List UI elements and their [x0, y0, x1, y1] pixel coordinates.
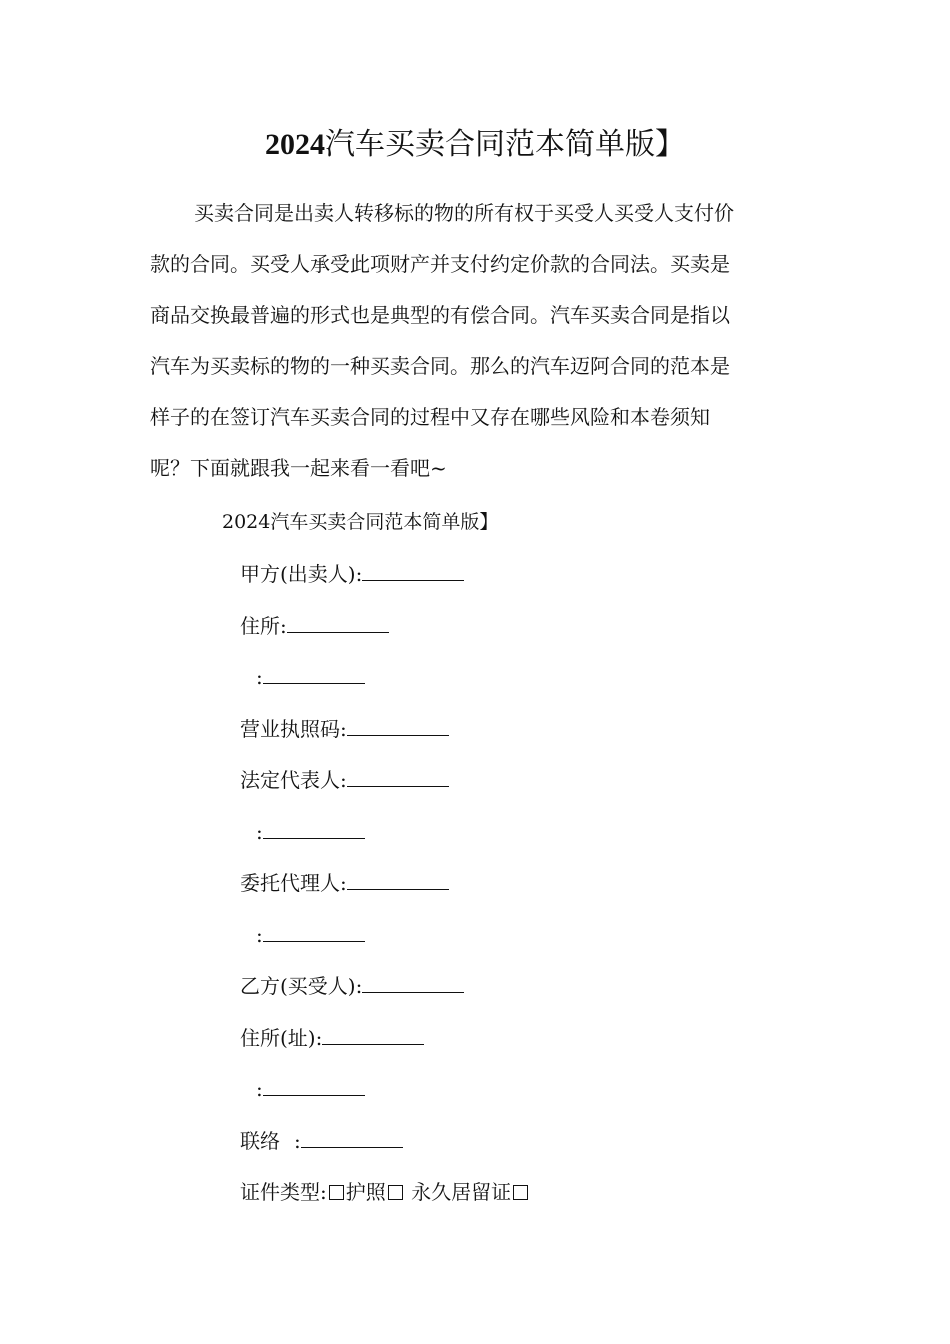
field-label: 证件类型:	[240, 1180, 327, 1204]
fill-blank[interactable]	[263, 1069, 365, 1096]
intro-line: 汽车为买卖标的物的一种买卖合同。那么的汽车迈阿合同的范本是	[150, 354, 730, 378]
fill-blank[interactable]	[287, 606, 389, 633]
checkbox-icon[interactable]	[388, 1185, 403, 1200]
fill-blank[interactable]	[362, 966, 464, 993]
field-label-suffix: :	[294, 1128, 301, 1153]
fill-blank[interactable]	[301, 1121, 403, 1148]
fill-blank[interactable]	[347, 863, 449, 890]
intro-line: 款的合同。买受人承受此项财产并支付约定价款的合同法。买卖是	[150, 252, 730, 276]
fill-blank[interactable]	[263, 812, 365, 839]
field-label: 营业执照码:	[240, 716, 347, 741]
field-legal-rep-contact	[240, 810, 530, 862]
checkbox-icon[interactable]	[329, 1185, 344, 1200]
fill-blank[interactable]	[347, 709, 449, 736]
field-buyer-address	[240, 1016, 530, 1068]
fill-blank[interactable]	[347, 760, 449, 787]
field-agent	[240, 861, 530, 913]
field-label: 法定代表人:	[240, 768, 347, 792]
field-label: :	[256, 819, 263, 844]
field-buyer-contact	[240, 1067, 530, 1119]
intro-line: 买卖合同是出卖人转移标的物的所有权于买受人买受人支付价	[194, 201, 734, 225]
field-agent-contact	[240, 913, 530, 965]
field-id-type	[240, 1170, 530, 1222]
field-label: 委托代理人:	[240, 871, 347, 895]
document-title	[0, 120, 950, 170]
field-seller-contact	[240, 655, 530, 707]
field-buyer	[240, 964, 530, 1016]
field-label: :	[256, 922, 263, 947]
fill-blank[interactable]	[322, 1018, 424, 1045]
intro-line: 呢？下面就跟我一起来看一看吧~	[150, 456, 447, 480]
intro-paragraph	[150, 188, 810, 494]
option-label: 永久居留证	[411, 1180, 512, 1204]
intro-line: 样子的在签订汽车买卖合同的过程中又存在哪些风险和本卷须知	[150, 405, 710, 429]
field-label: 乙方(买受人):	[240, 974, 363, 998]
party-fields	[240, 552, 530, 1222]
fill-blank[interactable]	[263, 915, 365, 942]
fill-blank[interactable]	[263, 657, 365, 684]
title-text: 汽车买卖合同范本简单版】	[325, 127, 685, 162]
field-legal-rep	[240, 758, 530, 810]
field-label: 住所:	[240, 613, 287, 638]
field-label: :	[256, 1077, 263, 1101]
field-label: 住所(址):	[240, 1025, 323, 1050]
field-business-license	[240, 707, 530, 759]
fill-blank[interactable]	[362, 554, 464, 581]
field-label: 甲方(出卖人):	[240, 562, 363, 586]
field-liaison	[240, 1119, 530, 1171]
option-label: 护照	[345, 1180, 386, 1204]
title-year: 2024	[265, 128, 325, 161]
field-seller	[240, 552, 530, 604]
checkbox-icon[interactable]	[513, 1185, 528, 1200]
field-seller-address	[240, 604, 530, 656]
field-label: 联络	[240, 1128, 280, 1153]
intro-line: 商品交换最普遍的形式也是典型的有偿合同。汽车买卖合同是指以	[150, 303, 730, 327]
field-label: :	[256, 665, 263, 689]
section-subtitle: 2024汽车买卖合同范本简单版】	[222, 511, 499, 533]
